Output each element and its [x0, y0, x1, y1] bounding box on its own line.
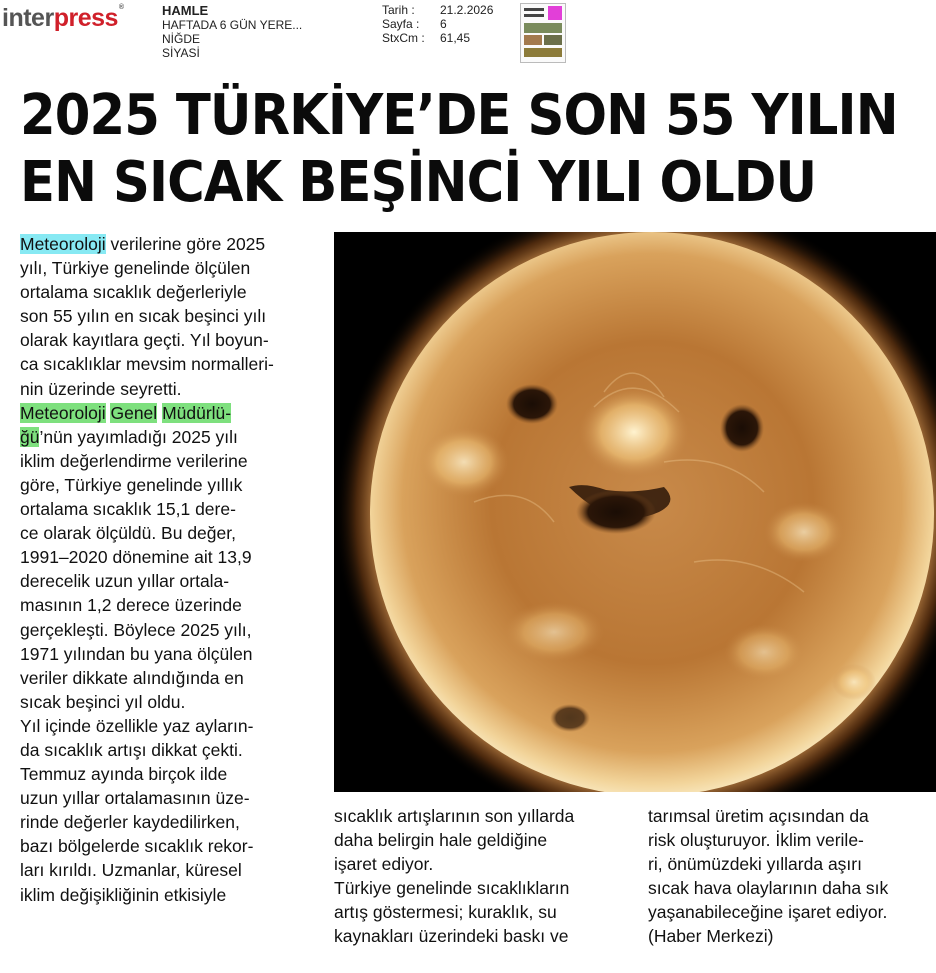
stxcm-value: 61,45	[440, 31, 471, 45]
article-column-3	[648, 804, 936, 949]
stxcm-label: StxCm :	[382, 31, 425, 45]
logo-accent: press	[53, 4, 118, 32]
headline-line-1: 2025 TÜRKİYE’DE SON 55 YILIN	[20, 83, 898, 148]
highlight-meteoroloji: Meteoroloji	[20, 234, 106, 254]
publication-category: SİYASİ	[162, 46, 200, 60]
headline-line-2: EN SICAK BEŞİNCİ YILI OLDU	[20, 150, 817, 215]
sun-icon	[334, 232, 936, 792]
clipping-meta	[382, 3, 493, 45]
paragraph-3: Yıl içinde özellikle yaz ayların- da sıcaklık artışı dikkat çekti. Temmuz ayında birçok ilde uzun yıllar ortalamasının üze- rinde değerler kaydedilirken, bazı bölgelerde sıcaklık rekor- ları kırıldı. Uzmanlar, küresel iklim değişikliğinin etkisiyle	[20, 715, 254, 905]
publication-name: HAMLE	[162, 3, 209, 18]
interpress-logo	[2, 4, 124, 33]
date-row	[382, 3, 493, 17]
article-credit: (Haber Merkezi)	[648, 926, 774, 947]
paragraph-1: Meteoroloji verilerine göre 2025 yılı, Türkiye genelinde ölçülen ortalama sıcaklık değerleriyle son 55 yılın en sıcak beşinci yılı olarak kayıtlara geçti. Yıl boyun- ca sıcaklıklar mevsim normalleri- nin üzerinde seyretti.	[20, 234, 274, 399]
publication-info	[162, 4, 302, 60]
page-label: Sayfa :	[382, 17, 420, 31]
headline	[20, 82, 898, 216]
paragraph-5: tarımsal üretim açısından da risk oluşturuyor. İklim verile- ri, önümüzdeki yıllarda aşırı sıcak hava olaylarının daha sık yaşanabileceğine işaret ediyor. (Haber Merkezi)	[648, 804, 936, 949]
highlight-mudurlu: Müdürlü-	[162, 402, 232, 423]
highlight-meteoroloji-2: Meteoroloji	[20, 402, 106, 423]
page-row	[382, 17, 493, 31]
article-column-2	[334, 804, 624, 949]
paragraph-4: sıcaklık artışlarının son yıllarda daha belirgin hale geldiğine işaret ediyor. Türkiye genelinde sıcaklıkların artış göstermesi; kuraklık, su kaynakları üzerindeki baskı ve	[334, 806, 575, 947]
paragraph-2: Meteoroloji Genel Müdürlü- ğü’nün yayımladığı 2025 yılı iklim değerlendirme verilerine göre, Türkiye genelinde yıllık ortalama sıcaklık 15,1 dere- ce olarak ölçüldü. Bu değer, 1991–2020 dönemine ait 13,9 derecelik uzun yıllar ortala- masının 1,2 derece üzerinde gerçekleşti. Böylece 2025 yılı, 1971 yılından bu yana ölçülen veriler dikkate alındığında en sıcak beşinci yıl oldu.	[20, 402, 253, 712]
registered-mark: ®	[118, 4, 124, 11]
publication-frequency: HAFTADA 6 GÜN YERE...	[162, 18, 303, 32]
logo-main: inter	[2, 4, 54, 32]
date-label: Tarih :	[382, 3, 415, 17]
stxcm-row	[382, 31, 493, 45]
highlight-genel: Genel	[110, 402, 158, 423]
sun-photo	[334, 232, 936, 792]
highlight-gu: ğü	[20, 426, 40, 447]
date-value: 21.2.2026	[440, 3, 494, 17]
article-column-1	[20, 232, 320, 907]
page-value: 6	[440, 17, 447, 31]
publication-region: NİĞDE	[162, 32, 201, 46]
page-thumbnail[interactable]	[520, 3, 566, 63]
